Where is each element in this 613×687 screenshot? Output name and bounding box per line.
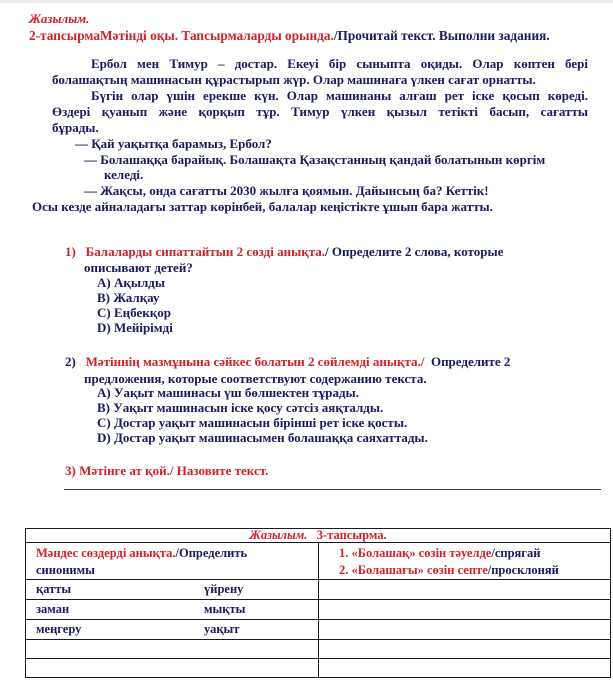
conjugation-instruction-ru: /спрягай bbox=[491, 546, 541, 560]
section-label: Жазылым. bbox=[29, 11, 90, 26]
question-1-ru: / Определите 2 слова, которые bbox=[325, 244, 504, 259]
paragraph-2 bbox=[52, 88, 588, 136]
synonyms-header bbox=[26, 543, 319, 580]
question-3-number: 3) bbox=[65, 463, 76, 478]
declension-instruction-kz: 2. «Болашағы» сөзін септе bbox=[339, 563, 488, 577]
question-2-ru: Определите 2 bbox=[430, 354, 511, 369]
top-edge bbox=[0, 0, 613, 3]
dialog-line-3: — Жақсы, онда сағатты 2030 жылға қоямын. Дайынсың ба? Кеттік! bbox=[84, 183, 489, 198]
q2-option-d[interactable]: D) Достар уақыт машинасымен болашаққа саяхаттады. bbox=[97, 430, 428, 445]
answer-cell[interactable] bbox=[319, 600, 611, 620]
declension-instruction-ru: /просклоняй bbox=[487, 563, 559, 577]
table-row bbox=[26, 600, 611, 620]
table-row bbox=[26, 659, 611, 678]
empty-cell[interactable] bbox=[26, 659, 319, 678]
empty-cell[interactable] bbox=[26, 640, 319, 659]
table-row bbox=[26, 640, 611, 659]
question-3 bbox=[65, 463, 268, 479]
question-1-cont: описывают детей? bbox=[84, 260, 193, 275]
table-row bbox=[26, 620, 611, 640]
question-1 bbox=[65, 244, 503, 260]
question-2-cont: предложения, которые соответствуют содержанию текста. bbox=[84, 371, 427, 386]
word-pair-cell bbox=[26, 600, 319, 620]
question-3-text: Мәтінге ат қой./ Назовите текст. bbox=[79, 463, 269, 478]
conjugation-header bbox=[319, 543, 611, 580]
answer-cell[interactable] bbox=[319, 659, 611, 678]
answer-line[interactable] bbox=[64, 489, 601, 490]
synonyms-header-kz: Мәндес сөздерді анықта. bbox=[36, 546, 176, 560]
answer-cell[interactable] bbox=[319, 620, 611, 640]
q1-option-b[interactable]: B) Жалқау bbox=[97, 290, 160, 305]
answer-cell[interactable] bbox=[319, 580, 611, 600]
paragraph-2-line-2: Өздері қуанып және қорқып тұр. Тимур үлкен қызыл тетікті басып, сағатты bbox=[52, 104, 588, 119]
paragraph-2-line-1: Бүгін олар үшін ерекше күн. Олар машинаны алғаш рет іске қосып көреді. bbox=[91, 88, 588, 103]
q2-option-b[interactable]: B) Уақыт машинасын іске қосу сәтсіз аяқталды. bbox=[97, 400, 384, 415]
paragraph-2-line-3: бұрады. bbox=[52, 120, 99, 135]
q2-option-c[interactable]: C) Достар уақыт машинасын бірінші рет іске қосты. bbox=[97, 415, 408, 430]
task-2-heading-ru: /Прочитай текст. Выполни задания. bbox=[333, 28, 550, 43]
task-3-table bbox=[25, 528, 611, 678]
answer-cell[interactable] bbox=[319, 640, 611, 659]
task-2-heading-kz: 2-тапсырмаМәтінді оқы. Тапсырмаларды орында. bbox=[29, 28, 334, 43]
paragraph-1-line-1: Ербол мен Тимур – достар. Екеуі бір сыныпта оқиды. Олар көптен бері bbox=[91, 56, 588, 71]
table-row bbox=[26, 580, 611, 600]
word-pair-cell bbox=[26, 580, 319, 600]
dialog-line-1: — Қай уақытқа барамыз, Ербол? bbox=[75, 136, 272, 151]
paragraph-1 bbox=[52, 56, 588, 88]
word: меңгеру bbox=[36, 622, 82, 636]
question-2 bbox=[65, 354, 510, 370]
closing-sentence: Осы кезде айналадағы заттар көрінбей, балалар кеңістікте ұшып бара жатты. bbox=[32, 199, 493, 214]
q1-option-a[interactable]: A) Ақылды bbox=[97, 275, 166, 290]
q2-option-a[interactable]: A) Уақыт машинасы үш бөлшектен тұрады. bbox=[97, 385, 359, 400]
task-3-title-kz: Жазылым. bbox=[249, 528, 308, 542]
task-3-title-num: 3-тапсырма. bbox=[316, 528, 387, 542]
word: мықты bbox=[204, 602, 246, 616]
question-1-number: 1) bbox=[65, 244, 76, 259]
word-pair-cell bbox=[26, 620, 319, 640]
dialog-line-2b: келеді. bbox=[104, 167, 144, 182]
conjugation-instruction-kz: 1. «Болашақ» сөзін тәуелде bbox=[339, 546, 492, 560]
word: үйрену bbox=[204, 582, 244, 596]
q1-option-c[interactable]: C) Еңбекқор bbox=[97, 305, 171, 320]
word: уақыт bbox=[204, 622, 240, 636]
question-1-kz: Балаларды сипаттайтын 2 сөзді анықта. bbox=[85, 244, 326, 259]
task-3-title bbox=[26, 529, 611, 543]
word: қатты bbox=[36, 582, 72, 596]
q1-option-d[interactable]: D) Мейірімді bbox=[97, 320, 173, 335]
question-2-kz: Мәтіннің мазмұнына сәйкес болатын 2 сөйлемді анықта./ bbox=[85, 354, 425, 369]
dialog-line-2a: — Болашаққа барайық. Болашақта Қазақстанның қандай болатынын көргім bbox=[84, 152, 546, 167]
task-2-heading bbox=[29, 28, 550, 44]
synonyms-header-ru: /Определить синонимы bbox=[36, 546, 248, 577]
paragraph-1-line-2: болашақтың машинасын құрастырып жүр. Олар машинаға үлкен сағат орнатты. bbox=[52, 72, 536, 87]
question-2-number: 2) bbox=[65, 354, 76, 369]
word: заман bbox=[36, 602, 70, 616]
